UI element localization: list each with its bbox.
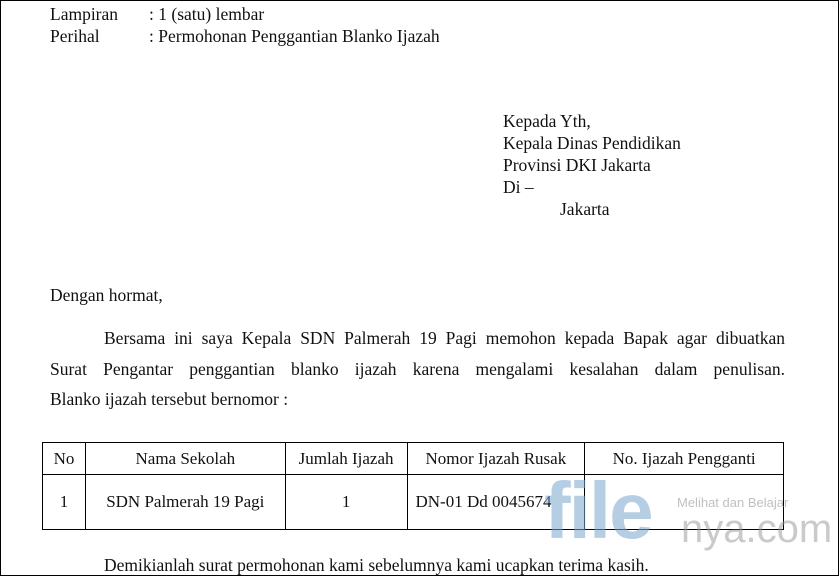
cell-nama-sekolah: SDN Palmerah 19 Pagi (85, 475, 285, 530)
salutation: Dengan hormat, (50, 285, 163, 305)
body-line-3: Blanko ijazah tersebut bernomor : (50, 389, 289, 409)
cell-no: 1 (43, 475, 86, 530)
watermark-tagline: Melihat dan Belajar (677, 495, 789, 510)
body-line-1: Bersama ini saya Kepala SDN Palmerah 19 Pagi memohon kepada Bapak agar dibuatkan (104, 328, 785, 348)
table-row (43, 475, 784, 530)
header-no: No (43, 443, 86, 475)
watermark-logo-nya: nya.com (681, 507, 833, 551)
cell-jumlah-ijazah: 1 (285, 475, 407, 530)
header-nomor-ijazah-rusak: Nomor Ijazah Rusak (407, 443, 585, 475)
lampiran-value: : 1 (satu) lembar (149, 4, 265, 24)
cell-nomor-ijazah-rusak: DN-01 Dd 0045674 (407, 475, 585, 530)
header-no-ijazah-pengganti: No. Ijazah Pengganti (585, 443, 784, 475)
body-paragraph (50, 323, 785, 415)
table-header-row (43, 443, 784, 475)
recipient-line-4: Di – (503, 177, 534, 197)
perihal-label: Perihal (50, 26, 100, 46)
lampiran-label: Lampiran (50, 4, 119, 24)
ijazah-table (42, 442, 784, 530)
perihal-value: : Permohonan Penggantian Blanko Ijazah (149, 26, 440, 46)
header-jumlah-ijazah: Jumlah Ijazah (285, 443, 407, 475)
recipient-line-1: Kepada Yth, (503, 111, 591, 131)
header-nama-sekolah: Nama Sekolah (85, 443, 285, 475)
recipient-line-3: Provinsi DKI Jakarta (503, 155, 651, 175)
closing-text: Demikianlah surat permohonan kami sebelumnya kami ucapkan terima kasih. (104, 555, 649, 575)
recipient-city: Jakarta (560, 199, 610, 219)
recipient-line-2: Kepala Dinas Pendidikan (503, 133, 681, 153)
body-line-2: Surat Pengantar penggantian blanko ijazah karena mengalami kesalahan dalam penulisan. (50, 358, 785, 379)
watermark-logo-file: file (544, 466, 652, 555)
